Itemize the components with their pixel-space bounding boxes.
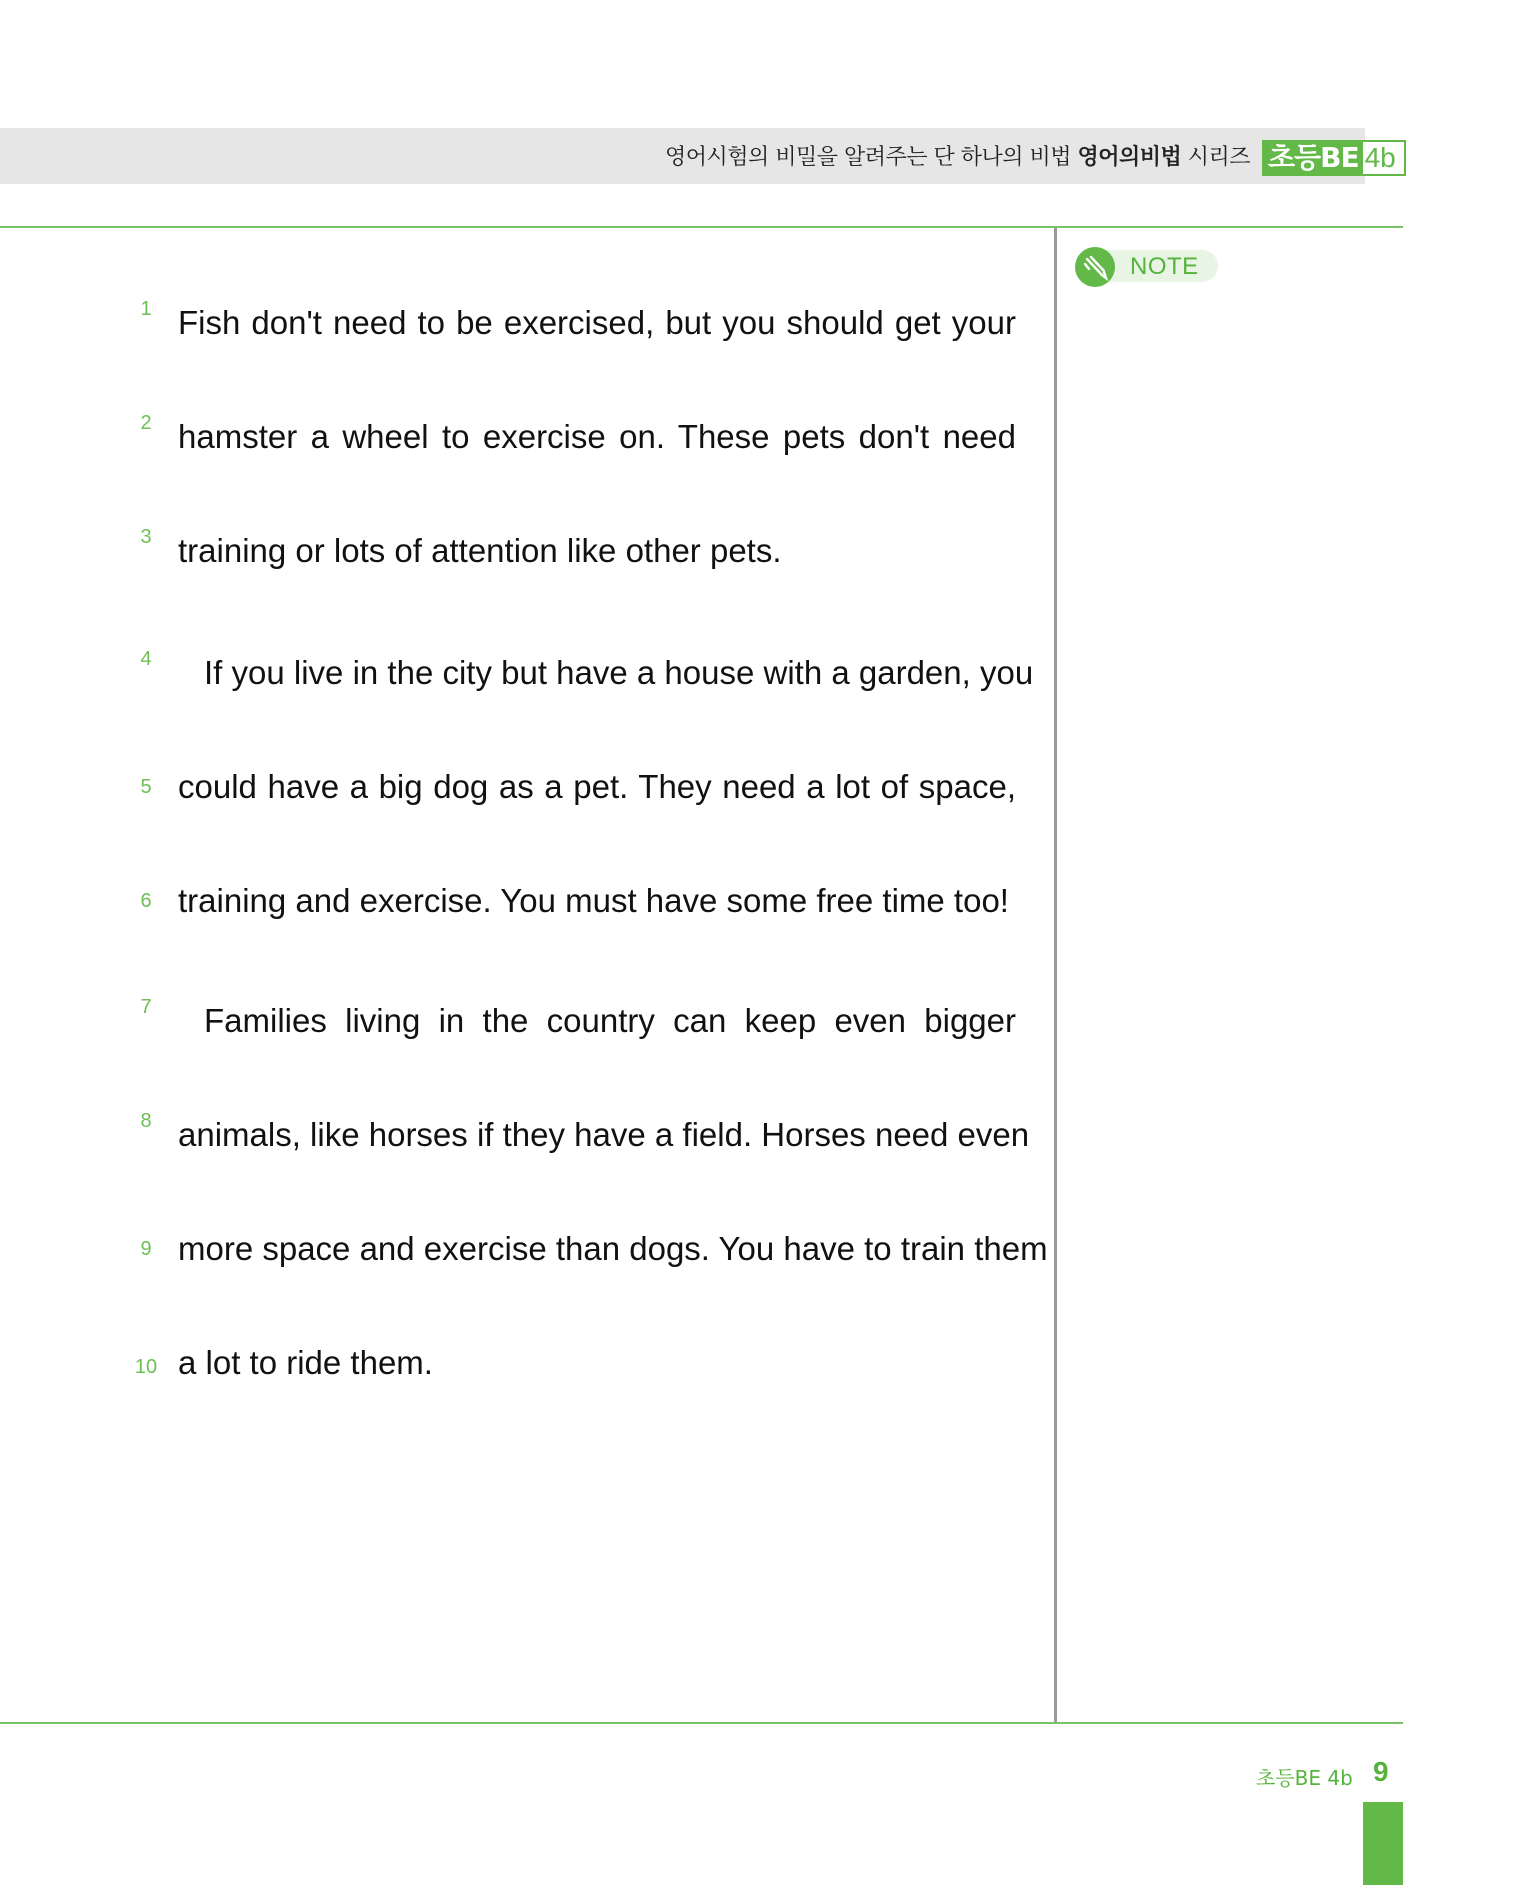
line-text: Fish don't need to be exercised, but you should get your xyxy=(178,304,1016,341)
line-text: a lot to ride them. xyxy=(178,1344,433,1381)
series-tagline xyxy=(665,140,1250,171)
passage-line xyxy=(134,298,1016,348)
passage-line xyxy=(134,876,1016,926)
series-badge xyxy=(1262,140,1406,176)
passage-line xyxy=(134,526,1016,576)
line-text: hamster a wheel to exercise on. These pets don't need xyxy=(178,418,1016,455)
line-text: animals, like horses if they have a field. Horses need even xyxy=(178,1116,1030,1153)
line-text: more space and exercise than dogs. You have to train them xyxy=(178,1230,1048,1267)
line-number: 9 xyxy=(140,1238,152,1260)
passage-line xyxy=(134,1338,1016,1388)
line-number: 4 xyxy=(140,648,152,670)
column-divider xyxy=(1054,228,1057,1722)
passage-line xyxy=(134,1110,1030,1160)
pencil-icon xyxy=(1075,247,1115,287)
passage-line xyxy=(134,762,1016,812)
badge-main: 초등BE xyxy=(1264,142,1363,174)
top-rule xyxy=(0,226,1403,228)
badge-level: 4b xyxy=(1364,142,1396,173)
footer-series: 초등BE 4b xyxy=(1256,1766,1353,1790)
passage-line xyxy=(134,996,1016,1046)
tagline-brand: 영어의비법 xyxy=(1077,145,1182,170)
line-number: 3 xyxy=(140,526,152,548)
passage-line xyxy=(134,1224,1048,1274)
line-text: could have a big dog as a pet. They need a lot of space, xyxy=(178,768,1016,805)
line-number: 7 xyxy=(140,996,152,1018)
line-text: Families living in the country can keep even bigger xyxy=(204,1002,1016,1039)
line-number: 10 xyxy=(134,1356,158,1378)
line-number: 1 xyxy=(140,298,152,320)
passage-line xyxy=(134,648,1034,698)
line-text: If you live in the city but have a house with a garden, you xyxy=(204,654,1034,691)
line-number: 6 xyxy=(140,890,152,912)
line-number: 5 xyxy=(140,776,152,798)
line-text: training and exercise. You must have some free time too! xyxy=(178,882,1009,919)
bottom-rule xyxy=(0,1722,1403,1724)
passage-line xyxy=(134,412,1016,462)
tagline-suffix: 시리즈 xyxy=(1187,145,1250,170)
line-number: 8 xyxy=(140,1110,152,1132)
note-label: NOTE xyxy=(1130,253,1199,280)
page-tab xyxy=(1363,1802,1403,1885)
line-text: training or lots of attention like other pets. xyxy=(178,532,782,569)
page-number: 9 xyxy=(1373,1756,1389,1787)
tagline-text: 영어시험의 비밀을 알려주는 단 하나의 비법 xyxy=(664,145,1071,170)
line-number: 2 xyxy=(140,412,152,434)
